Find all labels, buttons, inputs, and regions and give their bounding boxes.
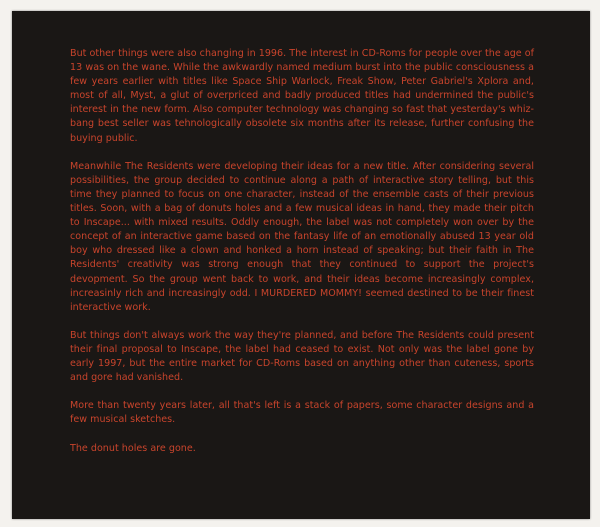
- paragraph-4: More than twenty years later, all that's left is a stack of papers, some character designs and a few musical sketches.: [70, 400, 534, 426]
- paragraph-3: But things don't always work the way they're planned, and before The Residents could present their final proposal to Inscape, the label had ceased to exist. Not only was the label gone by early 1997, but the entire market for CD-Roms based on anything other than cuteness, sports and gore had vanished.: [70, 329, 534, 384]
- paragraph-1: But other things were also changing in 1996. The interest in CD-Roms for people over the age of 13 was on the wane. While the awkwardly named medium burst into the public consciousness a few years earlier with titles like Space Ship Warlock, Freak Show, Peter Gabriel's Xplora and, most of all, Myst, a glut of overpriced and badly produced titles had undermined the public's interest in the new form. Also computer technology was changing so fast that yesterday's whiz-bang best seller was tehnologically obsolete six months after its release, further confusing the buying public.: [70, 48, 534, 144]
- paragraph-2: Meanwhile The Residents were developing their ideas for a new title. After considering several possibilities, the group decided to continue along a path of interactive story telling, but this time they planned to focus on one character, instead of the ensemble casts of their previous titles. Soon, with a bag of donuts holes and a few musical ideas in hand, they made their pitch to Inscape... with mixed results. Oddly enough, the label was not completely won over by the concept of an interactive game based on the fantasy life of an emotionally abused 13 year old boy who dressed like a clown and honked a horn instead of speaking; but their faith in The Residents' creativity was strong enough that they continued to support the project's devopment. So the group went back to work, and their ideas become increasingly complex, increasinly rich and increasingly odd. I MURDERED MOMMY! seemed destined to be their finest interactive work.: [70, 160, 534, 313]
- paragraph-5: The donut holes are gone.: [70, 442, 196, 454]
- booklet-page: [12, 11, 590, 519]
- text-block: [70, 47, 534, 456]
